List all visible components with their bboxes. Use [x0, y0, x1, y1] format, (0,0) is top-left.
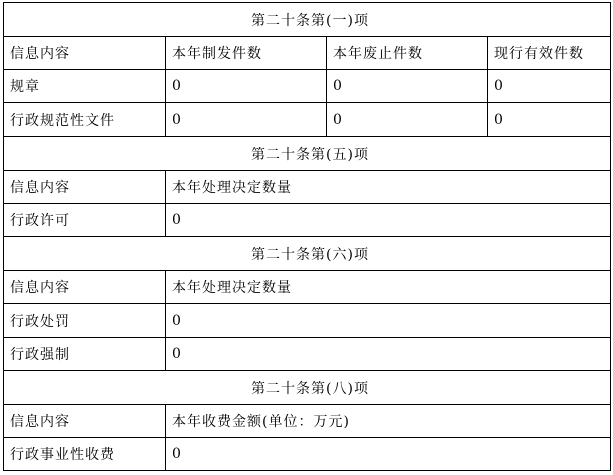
header-cell: 本年处理决定数量 — [166, 271, 611, 304]
section-title: 第二十条第(五)项 — [4, 137, 611, 171]
header-cell: 本年废止件数 — [327, 37, 488, 70]
row-label: 行政事业性收费 — [4, 438, 166, 471]
header-cell: 信息内容 — [4, 405, 166, 438]
row-label: 行政规范性文件 — [4, 103, 166, 137]
header-cell: 本年处理决定数量 — [166, 171, 611, 204]
header-cell: 现行有效件数 — [488, 37, 611, 70]
section-title: 第二十条第(八)项 — [4, 371, 611, 405]
row-label: 行政许可 — [4, 204, 166, 237]
section-title: 第二十条第(一)项 — [4, 3, 611, 37]
value-cell: 0 — [327, 70, 488, 103]
row-label: 规章 — [4, 70, 166, 103]
value-cell: 0 — [166, 103, 327, 137]
value-cell: 0 — [327, 103, 488, 137]
section-title-row — [4, 3, 611, 37]
section-title-row — [4, 371, 611, 405]
header-row — [4, 405, 611, 438]
section-title-row — [4, 137, 611, 171]
table-row — [4, 338, 611, 371]
header-row — [4, 271, 611, 304]
table-row — [4, 438, 611, 471]
header-cell: 信息内容 — [4, 37, 166, 70]
value-cell: 0 — [166, 438, 611, 471]
row-label: 行政处罚 — [4, 304, 166, 338]
row-label: 行政强制 — [4, 338, 166, 371]
table-row — [4, 103, 611, 137]
value-cell: 0 — [166, 304, 611, 338]
table-row — [4, 204, 611, 237]
value-cell: 0 — [488, 103, 611, 137]
value-cell: 0 — [166, 70, 327, 103]
header-cell: 本年收费金额(单位：万元) — [166, 405, 611, 438]
disclosure-table — [3, 2, 611, 471]
header-cell: 本年制发件数 — [166, 37, 327, 70]
value-cell: 0 — [488, 70, 611, 103]
table-row — [4, 70, 611, 103]
header-row — [4, 171, 611, 204]
section-title-row — [4, 237, 611, 271]
header-cell: 信息内容 — [4, 271, 166, 304]
header-cell: 信息内容 — [4, 171, 166, 204]
value-cell: 0 — [166, 204, 611, 237]
table-row — [4, 304, 611, 338]
section-title: 第二十条第(六)项 — [4, 237, 611, 271]
value-cell: 0 — [166, 338, 611, 371]
header-row — [4, 37, 611, 70]
